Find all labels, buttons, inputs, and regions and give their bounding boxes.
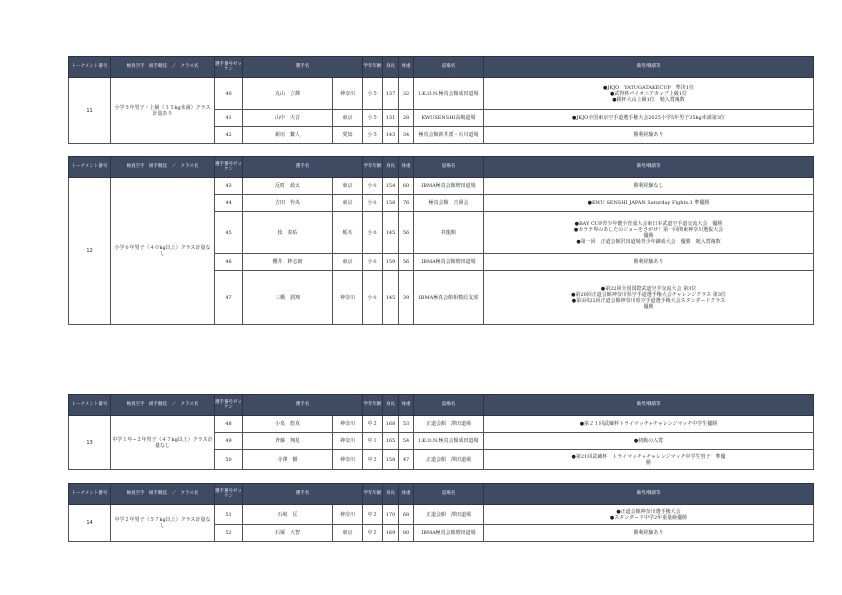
dojo-name: IBMA極真会館相模原支部 [414, 271, 484, 325]
height: 158 [383, 195, 399, 212]
tournament-number: 13 [69, 416, 111, 470]
zekken-number: 42 [215, 127, 243, 144]
header-weight: 体重 [399, 395, 414, 416]
header-player-name: 選手名 [243, 57, 363, 78]
player-name: 丸山 立輝 [243, 78, 333, 110]
remarks [484, 271, 814, 325]
zekken-number: 43 [215, 178, 243, 195]
grade: 小６ [363, 254, 383, 271]
remarks [484, 127, 814, 144]
prefecture: 神奈川 [333, 433, 363, 450]
prefecture: 愛知 [333, 127, 363, 144]
grade: 小６ [363, 271, 383, 325]
class-name: 中学２年男子（５７kg以上）クラス計量なし [111, 505, 215, 542]
weight: 32 [399, 78, 414, 110]
remarks [484, 195, 814, 212]
header-tournament-no: トーナメント番号 [69, 484, 111, 505]
weight: 54 [399, 433, 414, 450]
header-zekken: 選手番号ゼッケン [215, 395, 243, 416]
header-height: 身長 [383, 395, 399, 416]
header-weight: 体重 [399, 57, 414, 78]
header-zekken: 選手番号ゼッケン [215, 57, 243, 78]
header-height: 身長 [383, 57, 399, 78]
remark-line: ●スタンダード中学2年重量級優勝 [609, 514, 688, 521]
prefecture: 東京 [333, 195, 363, 212]
height: 170 [383, 505, 399, 525]
table-row [69, 178, 814, 195]
dojo-name: 極真会館 吉岡会 [414, 195, 484, 212]
header-grade: 学年年齢 [363, 57, 383, 78]
dojo-name: IBMA極真会館増田道場 [414, 525, 484, 542]
tournament-number: 12 [69, 178, 111, 325]
header-player-name: 選手名 [243, 157, 363, 178]
header-class-name: 極真空手 組手競技 ／ クラス名 [111, 157, 215, 178]
tournament-number: 11 [69, 78, 111, 144]
remark-line: ●JKJO全国東京空手道選手権大会2025小学5年男子35kg未満第3位 [572, 115, 725, 121]
grade: 中２ [363, 525, 383, 542]
dojo-name: IBMA極真会館増田道場 [414, 178, 484, 195]
header-dojo: 道場名 [414, 395, 484, 416]
header-remarks: 備考/戦績等 [484, 57, 814, 78]
remark-line: ●BAY CUP青少年健全育成大会東日本武道空手道交流大会 優勝 [574, 220, 723, 227]
zekken-number: 51 [215, 505, 243, 525]
table-row [69, 78, 814, 110]
header-player-name: 選手名 [243, 484, 363, 505]
remark-line: ●第22回全国国際武道空手交流大会 第3位 [600, 285, 697, 292]
header-tournament-no: トーナメント番号 [69, 395, 111, 416]
zekken-number: 45 [215, 212, 243, 254]
grade: 小６ [363, 178, 383, 195]
dojo-name: I.K.O.N.極真会館成田道場 [414, 78, 484, 110]
zekken-number: 41 [215, 110, 243, 127]
header-player-name: 選手名 [243, 395, 363, 416]
player-name: 石崎 匡 [243, 505, 333, 525]
remark-line: 勝利経験なし [633, 183, 664, 189]
remarks [484, 178, 814, 195]
tournament-number: 14 [69, 505, 111, 542]
remark-line: ●銀杯大山上級1位 勉入賞複数 [612, 96, 685, 103]
player-name: 小泉 悠真 [243, 416, 333, 433]
zekken-number: 47 [215, 271, 243, 325]
height: 131 [383, 110, 399, 127]
grade: 小６ [363, 195, 383, 212]
remarks [484, 450, 814, 470]
prefecture: 東京 [333, 110, 363, 127]
zekken-number: 40 [215, 78, 243, 110]
remarks [484, 505, 814, 525]
zekken-number: 48 [215, 416, 243, 433]
prefecture: 神奈川 [333, 416, 363, 433]
remarks [484, 78, 814, 110]
remark-line: ●KWU SENSHI JAPAN Saturday Fights.1 準優勝 [587, 200, 710, 206]
prefecture: 東京 [333, 178, 363, 195]
player-name: 石塚 大智 [243, 525, 333, 542]
header-grade: 学年年齢 [363, 157, 383, 178]
grade: 小５ [363, 110, 383, 127]
remark-line: 優勝 [643, 303, 654, 310]
grade: 小５ [363, 78, 383, 110]
remark-line: 勝 [645, 459, 651, 466]
player-name: 山中 大音 [243, 110, 333, 127]
dojo-name: KWUSENSHI高嶋道場 [414, 110, 484, 127]
remarks [484, 254, 814, 271]
header-zekken: 選手番号ゼッケン [215, 484, 243, 505]
player-name: 斉藤 翔星 [243, 433, 333, 450]
height: 137 [383, 78, 399, 110]
header-tournament-no: トーナメント番号 [69, 57, 111, 78]
grade: 中２ [363, 416, 383, 433]
remarks [484, 416, 814, 433]
weight: 76 [399, 195, 414, 212]
class-name: 小学５年男子・上級（３５kg未満）クラス計量あり [111, 78, 215, 144]
weight: 39 [399, 271, 414, 325]
header-height: 身長 [383, 157, 399, 178]
grade: 小５ [363, 127, 383, 144]
header-dojo: 道場名 [414, 484, 484, 505]
weight: 56 [399, 254, 414, 271]
player-name: 枝 泰佑 [243, 212, 333, 254]
remark-line: ●第一回 正道会館沢田道場青少年錬成大会 優勝 勉入賞複数 [576, 238, 721, 245]
grade: 中１ [363, 433, 383, 450]
remarks [484, 433, 814, 450]
header-dojo: 道場名 [414, 157, 484, 178]
weight: 34 [399, 127, 414, 144]
player-name: 寺澤 樹 [243, 450, 333, 470]
header-weight: 体重 [399, 157, 414, 178]
height: 154 [383, 178, 399, 195]
remarks [484, 212, 814, 254]
grade: 中２ [363, 450, 383, 470]
dojo-name: 正道会館 澤田道場 [414, 505, 484, 525]
weight: 47 [399, 450, 414, 470]
header-class-name: 極真空手 組手競技 ／ クラス名 [111, 395, 215, 416]
prefecture: 栃木 [333, 212, 363, 254]
height: 145 [383, 271, 399, 325]
table-row [69, 416, 814, 433]
zekken-number: 44 [215, 195, 243, 212]
prefecture: 神奈川 [333, 78, 363, 110]
zekken-number: 50 [215, 450, 243, 470]
height: 168 [383, 416, 399, 433]
player-name: 吉田 怜央 [243, 195, 333, 212]
header-dojo: 道場名 [414, 57, 484, 78]
table-row [69, 505, 814, 525]
tournament-table-12 [68, 156, 814, 325]
grade: 小６ [363, 212, 383, 254]
player-name: 櫻井 粋志朗 [243, 254, 333, 271]
header-class-name: 極真空手 組手競技 ／ クラス名 [111, 484, 215, 505]
header-remarks: 備考/戦績等 [484, 395, 814, 416]
remark-line: ●第21回武蔵杯 トライマッチ+チャレンジマッチ中学生男子 準優 [571, 453, 726, 460]
weight: 60 [399, 178, 414, 195]
height: 165 [383, 433, 399, 450]
header-remarks: 備考/戦績等 [484, 484, 814, 505]
remarks [484, 110, 814, 127]
weight: 68 [399, 505, 414, 525]
remark-line: 勝利経験あり [633, 259, 664, 265]
remark-line: ●第２１回武蔵杯トライマッチ+チャレンジマッチ中学生優勝 [579, 421, 718, 427]
height: 169 [383, 525, 399, 542]
player-name: 反町 源太 [243, 178, 333, 195]
remark-line: 優勝 [643, 232, 654, 239]
dojo-name: IBMA極真会館増田道場 [414, 254, 484, 271]
weight: 80 [399, 525, 414, 542]
prefecture: 東京 [333, 525, 363, 542]
dojo-name: 極真会館新井派・石川道場 [414, 127, 484, 144]
remark-line: ●カラテ界のあしたのジョーをさがせ！第一回関東神奈川選抜大会 [573, 226, 724, 233]
header-weight: 体重 [399, 484, 414, 505]
height: 159 [383, 254, 399, 271]
grade: 中２ [363, 505, 383, 525]
header-height: 身長 [383, 484, 399, 505]
class-name: 小学６年男子（４０kg以上）クラス計量なし [111, 178, 215, 325]
remarks [484, 525, 814, 542]
weight: 28 [399, 110, 414, 127]
remark-line: ●初級の入賞 [633, 438, 664, 444]
height: 158 [383, 450, 399, 470]
header-grade: 学年年齢 [363, 395, 383, 416]
remark-line: ●JKJO YATUGATAKECUP 準決1位 [603, 84, 694, 91]
prefecture: 神奈川 [333, 450, 363, 470]
prefecture: 神奈川 [333, 271, 363, 325]
remark-line: ●正道会館神奈川選手権大会 [616, 508, 681, 515]
prefecture: 東京 [333, 254, 363, 271]
remark-line: ●第3回22回正道会館神奈川県空手道選手権大会スタンダードクラス [571, 297, 726, 304]
header-zekken: 選手番号ゼッケン [215, 157, 243, 178]
remark-line: ●第20回正道会館神奈川県空手道選手権大会チャレンジクラス 第3位 [571, 291, 726, 298]
header-tournament-no: トーナメント番号 [69, 157, 111, 178]
zekken-number: 52 [215, 525, 243, 542]
height: 145 [383, 212, 399, 254]
zekken-number: 49 [215, 433, 243, 450]
weight: 53 [399, 416, 414, 433]
class-name: 中学１年−２年男子（４７kg以上）クラス計量なし [111, 416, 215, 470]
dojo-name: 正道会館 澤田道場 [414, 416, 484, 433]
dojo-name: 正道会館 澤田道場 [414, 450, 484, 470]
header-remarks: 備考/戦績等 [484, 157, 814, 178]
player-name: 新垣 繋人 [243, 127, 333, 144]
header-class-name: 極真空手 組手競技 ／ クラス名 [111, 57, 215, 78]
remark-line: ●武得杯パイオニアカップ上級1位 [609, 90, 688, 97]
tournament-table-13 [68, 394, 814, 470]
remark-line: 勝利経験あり [633, 132, 664, 138]
tournament-table-11 [68, 56, 814, 144]
player-name: 三橋 釗翔 [243, 271, 333, 325]
zekken-number: 46 [215, 254, 243, 271]
prefecture: 神奈川 [333, 505, 363, 525]
tournament-table-14 [68, 483, 814, 542]
header-grade: 学年年齢 [363, 484, 383, 505]
dojo-name: I.K.O.N.極真会館成田道場 [414, 433, 484, 450]
dojo-name: 祥龍館 [414, 212, 484, 254]
weight: 56 [399, 212, 414, 254]
height: 143 [383, 127, 399, 144]
remark-line: 勝利経験あり [633, 530, 664, 536]
